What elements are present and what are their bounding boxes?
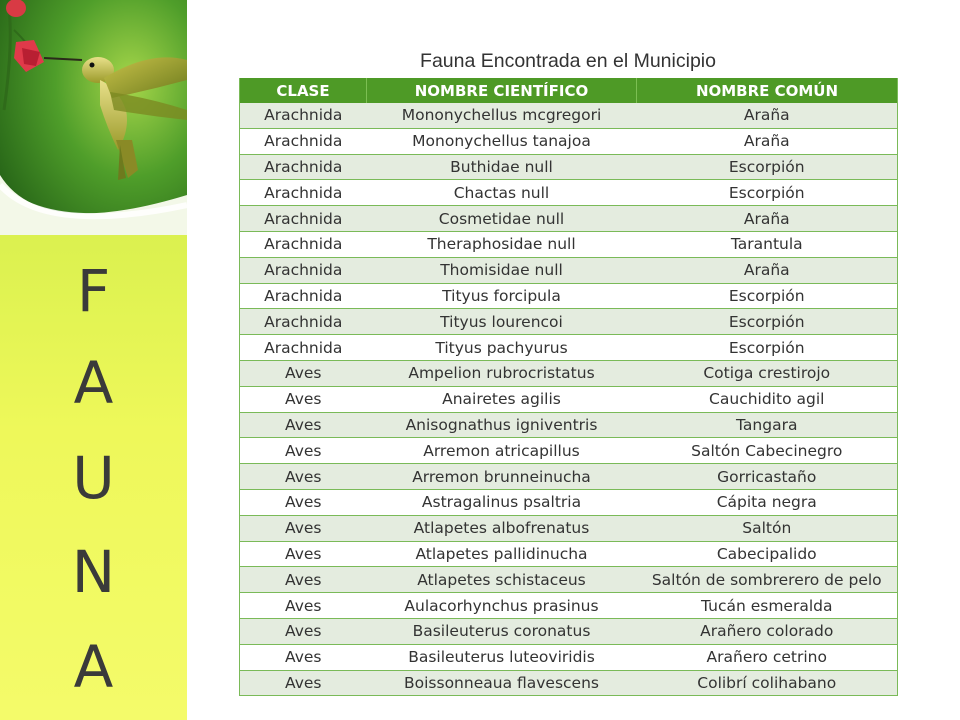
cell-clase: Arachnida bbox=[240, 206, 367, 232]
fauna-letter-n: N bbox=[71, 538, 116, 606]
cell-clase: Arachnida bbox=[240, 335, 367, 361]
cell-nombre-comun: Escorpión bbox=[637, 335, 898, 361]
cell-nombre-cientifico: Anairetes agilis bbox=[367, 386, 637, 412]
cell-clase: Aves bbox=[240, 618, 367, 644]
cell-nombre-cientifico: Basileuterus luteoviridis bbox=[367, 644, 637, 670]
table-row bbox=[240, 154, 898, 180]
header-nombre-comun: NOMBRE COMÚN bbox=[637, 78, 898, 103]
cell-nombre-cientifico: Tityus forcipula bbox=[367, 283, 637, 309]
cell-clase: Aves bbox=[240, 670, 367, 696]
cell-clase: Aves bbox=[240, 489, 367, 515]
cell-nombre-cientifico: Cosmetidae null bbox=[367, 206, 637, 232]
cell-nombre-cientifico: Theraphosidae null bbox=[367, 231, 637, 257]
cell-clase: Aves bbox=[240, 386, 367, 412]
table-row bbox=[240, 335, 898, 361]
header-nombre-cientifico: NOMBRE CIENTÍFICO bbox=[367, 78, 637, 103]
table-row bbox=[240, 593, 898, 619]
cell-clase: Arachnida bbox=[240, 257, 367, 283]
cell-nombre-cientifico: Mononychellus tanajoa bbox=[367, 128, 637, 154]
cell-clase: Aves bbox=[240, 541, 367, 567]
cell-nombre-comun: Escorpión bbox=[637, 283, 898, 309]
cell-clase: Arachnida bbox=[240, 154, 367, 180]
cell-nombre-comun: Arañero cetrino bbox=[637, 644, 898, 670]
cell-nombre-comun: Cauchidito agil bbox=[637, 386, 898, 412]
cell-nombre-comun: Saltón Cabecinegro bbox=[637, 438, 898, 464]
cell-nombre-comun: Tangara bbox=[637, 412, 898, 438]
cell-clase: Arachnida bbox=[240, 103, 367, 128]
cell-nombre-cientifico: Atlapetes albofrenatus bbox=[367, 515, 637, 541]
table-row bbox=[240, 670, 898, 696]
sidebar-panel bbox=[0, 0, 187, 720]
table-header-row bbox=[240, 78, 898, 103]
cell-nombre-comun: Araña bbox=[637, 206, 898, 232]
table-row bbox=[240, 618, 898, 644]
cell-nombre-comun: Cabecipalido bbox=[637, 541, 898, 567]
cell-clase: Arachnida bbox=[240, 180, 367, 206]
table-row bbox=[240, 309, 898, 335]
fauna-letter-a2: A bbox=[73, 633, 114, 701]
cell-clase: Arachnida bbox=[240, 231, 367, 257]
cell-nombre-cientifico: Tityus pachyurus bbox=[367, 335, 637, 361]
cell-clase: Aves bbox=[240, 438, 367, 464]
cell-nombre-comun: Tarantula bbox=[637, 231, 898, 257]
hummingbird-photo bbox=[0, 0, 187, 235]
cell-nombre-comun: Saltón bbox=[637, 515, 898, 541]
table-row bbox=[240, 257, 898, 283]
cell-nombre-cientifico: Ampelion rubrocristatus bbox=[367, 360, 637, 386]
cell-clase: Arachnida bbox=[240, 283, 367, 309]
cell-nombre-comun: Cápita negra bbox=[637, 489, 898, 515]
cell-nombre-comun: Araña bbox=[637, 103, 898, 128]
cell-nombre-comun: Araña bbox=[637, 257, 898, 283]
table-row bbox=[240, 180, 898, 206]
cell-clase: Aves bbox=[240, 644, 367, 670]
cell-nombre-comun: Escorpión bbox=[637, 154, 898, 180]
cell-clase: Arachnida bbox=[240, 309, 367, 335]
cell-nombre-cientifico: Arremon brunneinucha bbox=[367, 464, 637, 490]
cell-nombre-cientifico: Basileuterus coronatus bbox=[367, 618, 637, 644]
cell-clase: Aves bbox=[240, 360, 367, 386]
cell-nombre-cientifico: Atlapetes schistaceus bbox=[367, 567, 637, 593]
table-body bbox=[240, 103, 898, 696]
cell-clase: Aves bbox=[240, 593, 367, 619]
cell-nombre-cientifico: Tityus lourencoi bbox=[367, 309, 637, 335]
table-row bbox=[240, 206, 898, 232]
table-row bbox=[240, 644, 898, 670]
cell-nombre-cientifico: Mononychellus mcgregori bbox=[367, 103, 637, 128]
table-row bbox=[240, 464, 898, 490]
table-row bbox=[240, 128, 898, 154]
cell-nombre-comun: Gorricastaño bbox=[637, 464, 898, 490]
cell-nombre-comun: Arañero colorado bbox=[637, 618, 898, 644]
fauna-table bbox=[239, 78, 898, 696]
fauna-letter-f: F bbox=[76, 257, 111, 325]
table-row bbox=[240, 103, 898, 128]
cell-clase: Aves bbox=[240, 515, 367, 541]
table-row bbox=[240, 283, 898, 309]
cell-nombre-cientifico: Buthidae null bbox=[367, 154, 637, 180]
table-row bbox=[240, 515, 898, 541]
cell-nombre-cientifico: Anisognathus igniventris bbox=[367, 412, 637, 438]
cell-nombre-cientifico: Aulacorhynchus prasinus bbox=[367, 593, 637, 619]
header-clase: CLASE bbox=[240, 78, 367, 103]
cell-nombre-comun: Tucán esmeralda bbox=[637, 593, 898, 619]
cell-nombre-comun: Escorpión bbox=[637, 309, 898, 335]
cell-nombre-cientifico: Astragalinus psaltria bbox=[367, 489, 637, 515]
cell-nombre-cientifico: Atlapetes pallidinucha bbox=[367, 541, 637, 567]
fauna-letter-u: U bbox=[72, 444, 115, 512]
page-title: Fauna Encontrada en el Municipio bbox=[420, 50, 716, 72]
cell-clase: Aves bbox=[240, 567, 367, 593]
cell-nombre-comun: Cotiga crestirojo bbox=[637, 360, 898, 386]
cell-nombre-comun: Saltón de sombrerero de pelo bbox=[637, 567, 898, 593]
table-row bbox=[240, 567, 898, 593]
cell-nombre-comun: Araña bbox=[637, 128, 898, 154]
cell-nombre-cientifico: Thomisidae null bbox=[367, 257, 637, 283]
table-row bbox=[240, 541, 898, 567]
cell-clase: Aves bbox=[240, 464, 367, 490]
cell-nombre-comun: Colibrí colihabano bbox=[637, 670, 898, 696]
cell-clase: Aves bbox=[240, 412, 367, 438]
table-row bbox=[240, 489, 898, 515]
table-row bbox=[240, 231, 898, 257]
cell-nombre-cientifico: Arremon atricapillus bbox=[367, 438, 637, 464]
cell-nombre-cientifico: Chactas null bbox=[367, 180, 637, 206]
cell-nombre-comun: Escorpión bbox=[637, 180, 898, 206]
cell-nombre-cientifico: Boissonneaua flavescens bbox=[367, 670, 637, 696]
cell-clase: Arachnida bbox=[240, 128, 367, 154]
table-row bbox=[240, 412, 898, 438]
fauna-letter-a: A bbox=[73, 349, 114, 417]
table-row bbox=[240, 360, 898, 386]
table-row bbox=[240, 386, 898, 412]
table-row bbox=[240, 438, 898, 464]
